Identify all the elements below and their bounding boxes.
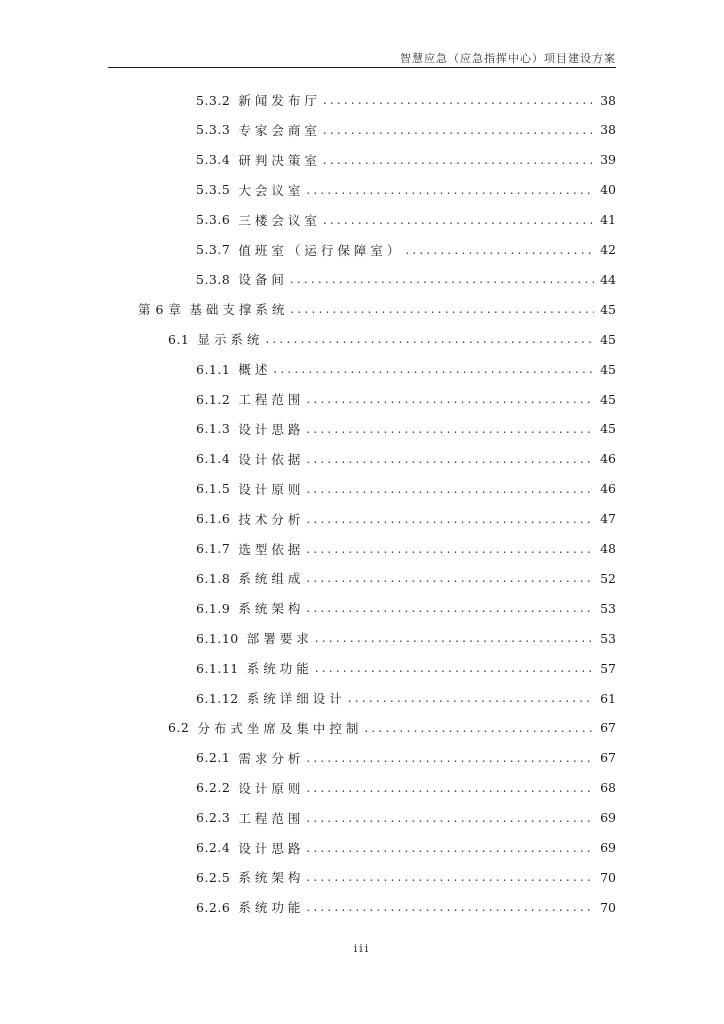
toc-entry-title: 分布式坐席及集中控制 (197, 720, 363, 736)
dot-leader (306, 512, 594, 526)
dot-leader (323, 93, 594, 107)
toc-entry-title: 系统组成 (238, 571, 305, 587)
toc-entry[interactable] (196, 897, 616, 917)
toc-entry[interactable] (196, 389, 616, 409)
toc-entry-number: 6.2.6 (196, 899, 231, 915)
toc-entry-page: 70 (600, 869, 616, 885)
dot-leader (273, 362, 594, 376)
toc-entry-page: 40 (600, 182, 616, 198)
toc-entry-title: 技术分析 (238, 511, 305, 527)
dot-leader (265, 332, 594, 346)
toc-entry-number: 6.2.3 (196, 810, 231, 826)
toc-entry-page: 61 (600, 690, 616, 706)
toc-entry-title: 基础支撑系统 (189, 302, 289, 318)
toc-entry-number: 5.3.3 (196, 122, 231, 138)
toc-entry-number: 6.2.2 (196, 780, 231, 796)
dot-leader (315, 631, 594, 645)
toc-entry-number: 第 6 章 (138, 302, 182, 318)
toc-entry[interactable] (196, 180, 616, 200)
toc-entry-number: 6.1.9 (196, 600, 231, 616)
toc-entry-page: 38 (600, 122, 616, 138)
toc-entry-page: 45 (600, 331, 616, 347)
dot-leader (306, 781, 594, 795)
toc-entry-number: 5.3.6 (196, 212, 231, 228)
toc-entry-number: 6.1.2 (196, 391, 231, 407)
toc-entry-page: 53 (600, 600, 616, 616)
toc-entry[interactable] (196, 867, 616, 887)
dot-leader (306, 751, 594, 765)
toc-entry-number: 6.1.7 (196, 541, 231, 556)
toc-entry-number: 6.1 (168, 331, 190, 347)
toc-entry-number: 6.1.11 (196, 660, 239, 676)
toc-entry-number: 6.1.5 (196, 481, 231, 497)
toc-entry-page: 45 (600, 361, 616, 377)
toc-entry-page: 45 (600, 391, 616, 407)
dot-leader (364, 721, 594, 735)
toc-entry-page: 47 (600, 511, 616, 527)
toc-entry-title: 设计依据 (238, 451, 305, 467)
toc-entry[interactable] (196, 598, 616, 618)
toc-entry[interactable] (196, 359, 616, 379)
page-number: iii (353, 942, 371, 955)
toc-entry-number: 6.1.10 (196, 630, 239, 646)
dot-leader (306, 900, 594, 914)
toc-entry-title: 系统详细设计 (246, 691, 346, 706)
toc-entry-page: 70 (600, 899, 616, 915)
toc-entry-page: 52 (600, 570, 616, 586)
toc-entry-title: 系统功能 (238, 900, 305, 916)
toc-entry-title: 设计原则 (238, 481, 305, 497)
toc-entry-title: 工程范围 (238, 810, 305, 826)
toc-entry-page: 45 (600, 421, 616, 437)
dot-leader (306, 542, 594, 556)
toc-entry-number: 6.1.12 (196, 690, 239, 706)
toc-entry-page: 38 (600, 92, 616, 108)
toc-entry-page: 69 (600, 840, 616, 855)
toc-entry-title: 系统架构 (238, 601, 305, 617)
toc-entry-title: 显示系统 (197, 332, 264, 348)
toc-entry-page: 48 (600, 541, 616, 556)
dot-leader (306, 392, 594, 406)
toc-entry-number: 6.1.3 (196, 421, 231, 437)
toc-entry-page: 67 (600, 750, 616, 766)
toc-entry[interactable] (196, 748, 616, 768)
toc-entry-title: 部署要求 (246, 631, 313, 647)
toc-entry[interactable] (196, 449, 616, 469)
dot-leader (290, 272, 594, 286)
toc-entry[interactable] (196, 838, 616, 858)
toc-entry-title: 系统架构 (238, 870, 305, 886)
toc-entry-number: 5.3.7 (196, 242, 231, 257)
toc-entry[interactable] (196, 539, 616, 559)
toc-entry-number: 6.2 (168, 720, 190, 736)
document-title: 智慧应急（应急指挥中心）项目建设方案 (400, 52, 616, 65)
toc-entry[interactable] (196, 150, 616, 170)
toc-entry-title: 概述 (238, 362, 272, 378)
toc-entry-page: 46 (600, 481, 616, 497)
dot-leader (306, 601, 594, 615)
toc-entry-number: 6.1.6 (196, 511, 231, 527)
toc-entry-number: 6.2.1 (196, 750, 231, 766)
toc-entry-page: 68 (600, 780, 616, 796)
toc-entry[interactable] (196, 120, 616, 140)
toc-entry-title: 工程范围 (238, 392, 305, 407)
toc-entry-title: 系统功能 (246, 661, 313, 677)
dot-leader (306, 870, 594, 884)
toc-entry[interactable] (196, 269, 616, 289)
toc-entry-page: 45 (600, 301, 616, 317)
header-divider (108, 67, 616, 68)
toc-entry-page: 69 (600, 810, 616, 826)
dot-leader (348, 691, 594, 705)
toc-entry-title: 设计思路 (238, 840, 305, 856)
toc-entry-title: 大会议室 (238, 182, 305, 198)
toc-entry[interactable] (196, 419, 616, 439)
toc-entry[interactable] (196, 210, 616, 230)
dot-leader (306, 422, 594, 436)
toc-entry-title: 需求分析 (238, 750, 305, 766)
toc-entry-page: 53 (600, 630, 616, 646)
dot-leader (306, 811, 594, 825)
dot-leader (405, 243, 594, 257)
dot-leader (306, 452, 594, 466)
dot-leader (323, 213, 594, 227)
toc-entry-number: 6.2.4 (196, 840, 231, 855)
toc-entry-number: 6.1.1 (196, 361, 231, 377)
toc-entry[interactable] (196, 509, 616, 529)
toc-entry[interactable] (168, 718, 616, 738)
toc-entry-page: 57 (600, 660, 616, 676)
dot-leader (290, 302, 594, 316)
dot-leader (323, 123, 594, 137)
dot-leader (306, 841, 594, 855)
toc-entry-title: 新闻发布厅 (238, 93, 321, 108)
toc-entry[interactable] (168, 329, 616, 349)
toc-entry-page: 39 (600, 152, 616, 168)
toc-entry[interactable] (196, 240, 616, 260)
toc-entry-number: 6.1.8 (196, 570, 231, 586)
toc-entry-number: 5.3.5 (196, 182, 231, 198)
toc-entry[interactable] (196, 778, 616, 798)
toc-entry-page: 67 (600, 720, 616, 736)
toc-entry-page: 46 (600, 451, 616, 467)
toc-entry[interactable] (196, 90, 616, 110)
toc-entry-title: 专家会商室 (238, 122, 321, 138)
toc-entry-number: 5.3.8 (196, 271, 231, 287)
toc-entry-number: 5.3.2 (196, 92, 231, 108)
toc-entry-title: 选型依据 (238, 541, 305, 557)
toc-entry-number: 6.2.5 (196, 869, 231, 885)
toc-entry-page: 44 (600, 271, 616, 287)
toc-entry-number: 6.1.4 (196, 451, 231, 467)
dot-leader (306, 482, 594, 496)
toc-entry[interactable] (138, 299, 616, 319)
toc-entry-title: 三楼会议室 (238, 212, 321, 228)
toc-entry-title: 设备间 (238, 272, 288, 288)
dot-leader (306, 571, 594, 585)
toc-entry[interactable] (196, 479, 616, 499)
toc-entry[interactable] (196, 628, 616, 648)
toc-entry-title: 值班室（运行保障室） (238, 242, 404, 258)
dot-leader (323, 153, 594, 167)
toc-entry-title: 设计原则 (238, 780, 305, 796)
toc-entry-title: 研判决策室 (238, 152, 321, 168)
toc-entry[interactable] (196, 688, 616, 708)
toc-entry[interactable] (196, 808, 616, 828)
toc-entry-page: 41 (600, 212, 616, 228)
toc-entry[interactable] (196, 568, 616, 588)
toc-entry-page: 42 (600, 242, 616, 257)
toc-entry-title: 设计思路 (238, 421, 305, 437)
dot-leader (315, 661, 594, 675)
dot-leader (306, 183, 594, 197)
toc-entry[interactable] (196, 658, 616, 678)
toc-entry-number: 5.3.4 (196, 152, 231, 168)
